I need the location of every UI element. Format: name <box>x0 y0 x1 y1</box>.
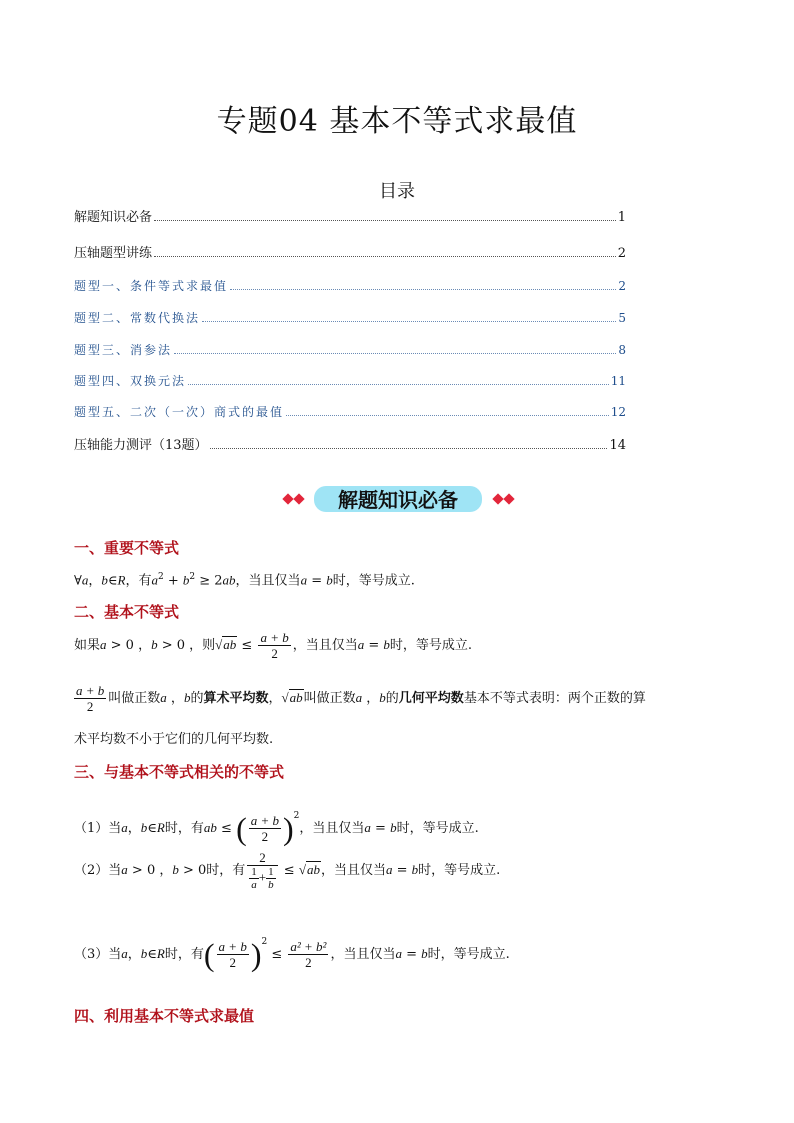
formula-line: （1）当a，b∈R时，有ab ≤ ( $\frac{a + b}{2}$ )$^2$，当且仅当a = b时，等号成立. <box>74 810 479 847</box>
paragraph-text: 术平均数不小于它们的几何平均数. <box>74 732 274 747</box>
toc-entry-label: 题型二、常数代换法 <box>74 311 201 325</box>
toc-entry[interactable] <box>74 404 626 420</box>
fraction: $\frac{a + b}{2}$ <box>250 813 279 844</box>
toc-leader <box>202 321 616 322</box>
toc-entry-page: 12 <box>610 405 626 419</box>
toc-entry[interactable] <box>74 310 626 326</box>
banner-title: 解题知识必备 <box>338 488 458 512</box>
diamond-icon <box>503 493 514 504</box>
fraction: $\frac{a + b}{2}$ <box>76 683 105 714</box>
section-heading: 二、基本不等式 <box>74 603 180 621</box>
toc-entry[interactable] <box>74 246 626 262</box>
toc-entry-page: 2 <box>617 246 626 261</box>
section-heading: 三、与基本不等式相关的不等式 <box>74 763 285 781</box>
toc-entry-page: 2 <box>618 279 626 293</box>
fraction: $\frac{a + b}{2}$ <box>218 939 247 970</box>
toc-leader <box>230 289 616 290</box>
section-heading: 四、利用基本不等式求最值 <box>74 1007 255 1025</box>
toc-entry-label: 题型四、双换元法 <box>74 374 187 388</box>
toc-entry-label: 题型一、条件等式求最值 <box>74 279 229 293</box>
toc-leader <box>188 384 609 385</box>
fraction: 2 $\frac{1}{a}$ + $\frac{1}{b}$ <box>247 850 277 891</box>
toc-leader <box>174 353 616 354</box>
toc-entry-label: 压轴能力测评（13题） <box>74 438 208 453</box>
formula-line: （3）当a，b∈R时，有( $\frac{a + b}{2}$ )$^2$ ≤ $\frac{\text{a² + b²}}{2}$ ，当且仅当a = b时，等号成立. <box>74 936 510 973</box>
diamond-icon <box>492 493 503 504</box>
toc-entry[interactable] <box>74 438 626 454</box>
toc-entry-page: 8 <box>618 343 626 357</box>
page-title: 专题04 基本不等式求最值 <box>216 104 578 139</box>
formula-line: （2）当a > 0 ，b > 0时，有 2 $\frac{1}{a}$ + $\frac{1}{b}$ ≤ √ab，当且仅当a = b时，等号成立. <box>74 850 501 891</box>
formula-line: 如果a > 0 ，b > 0 ，则√ab ≤ $\frac{a + b}{2}$ ，当且仅当a = b时，等号成立. <box>74 630 473 661</box>
toc-entry-label: 压轴题型讲练 <box>74 246 153 261</box>
toc-entry[interactable] <box>74 278 626 294</box>
toc-heading: 目录 <box>379 181 415 202</box>
toc-entry-page: 1 <box>617 210 626 225</box>
fraction: $\frac{\text{a² + b²}}{2}$ <box>290 939 327 970</box>
formula-line: $\frac{a + b}{2}$ 叫做正数a ，b的算术平均数，√ab叫做正数a ，b的几何平均数基本不等式表明：两个正数的算 <box>76 683 646 714</box>
section-banner <box>282 482 514 516</box>
toc-entry-label: 题型三、消参法 <box>74 343 173 357</box>
diamond-icon <box>282 493 293 504</box>
toc-leader <box>286 415 609 416</box>
toc-entry-page: 5 <box>618 311 626 325</box>
toc-leader <box>154 220 616 221</box>
toc-entry[interactable] <box>74 373 626 389</box>
section-heading: 一、重要不等式 <box>74 539 180 557</box>
toc-leader <box>210 448 608 449</box>
fraction: $\frac{a + b}{2}$ <box>260 630 289 661</box>
toc-entry-label: 解题知识必备 <box>74 210 153 225</box>
toc-entry-label: 题型五、二次（一次）商式的最值 <box>74 405 285 419</box>
toc-entry[interactable] <box>74 210 626 226</box>
toc-entry[interactable] <box>74 342 626 358</box>
toc-entry-page: 14 <box>609 438 626 453</box>
toc-leader <box>154 256 616 257</box>
diamond-icon <box>293 493 304 504</box>
formula-line: ∀a，b∈R，有$a^2 + b^2 \ge 2ab$，当且仅当a = b时，等号成立. <box>74 572 415 589</box>
toc-entry-page: 11 <box>610 374 626 388</box>
